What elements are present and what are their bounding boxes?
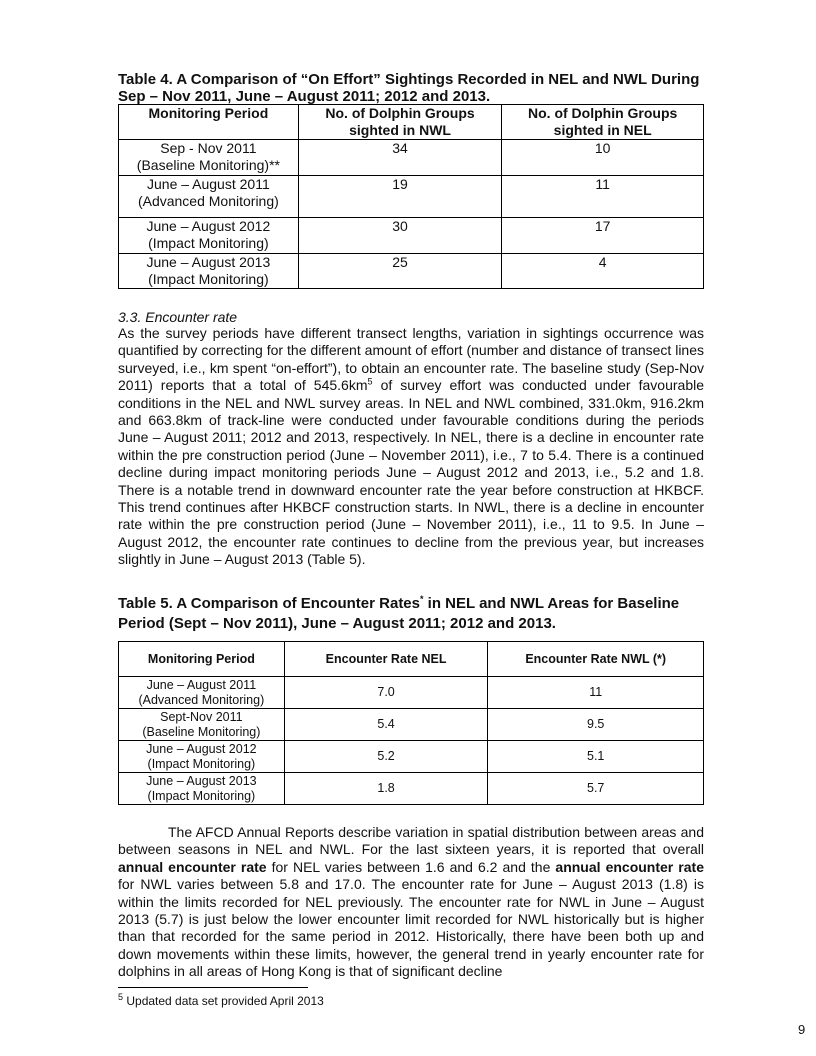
period-label: June – August 2012 (146, 218, 271, 234)
period-cell (119, 677, 285, 709)
paragraph-text: for NWL varies between 5.8 and 17.0. The encounter rate for June – August 2013 (1.8) is within the limits recorded for NEL previously. The encounter rate for NWL in June – August 2013 (5.7) is just below the lower encounter limit recorded for NWL historically but is higher than that recorded for the same period in 2012. Historically, there have been both up and down movements within these limits, however, the general trend in yearly encounter rate for dolphins in all areas of Hong Kong is that of significant decline (118, 876, 704, 980)
nel-rate-cell: 7.0 (284, 677, 488, 709)
footnote-number: 5 (118, 992, 124, 1002)
nwl-cell: 34 (298, 140, 502, 176)
nwl-rate-cell: 11 (488, 677, 704, 709)
table5 (118, 641, 704, 805)
period-type: (Impact Monitoring) (148, 235, 269, 251)
table-row (119, 709, 704, 741)
period-type: (Impact Monitoring) (147, 788, 256, 803)
body-paragraph (118, 325, 704, 569)
period-type: (Advanced Monitoring) (137, 193, 279, 209)
period-type: (Baseline Monitoring)** (136, 157, 280, 173)
footnote (118, 994, 324, 1008)
nel-rate-cell: 1.8 (284, 773, 488, 805)
nwl-cell: 25 (298, 254, 502, 289)
nel-cell: 11 (502, 176, 704, 218)
table-row (119, 218, 704, 254)
table-row (119, 773, 704, 805)
header-nel-groups: No. of Dolphin Groups sighted in NEL (502, 105, 704, 140)
footnote-ref: 5 (367, 376, 373, 387)
period-label: June – August 2013 (146, 254, 271, 270)
period-type: (Advanced Monitoring) (138, 692, 265, 707)
period-label: June – August 2011 (146, 677, 257, 692)
table-header-row (119, 642, 704, 677)
paragraph-text: for NEL varies between 1.6 and 6.2 and the (266, 858, 556, 875)
period-cell (119, 773, 285, 805)
period-cell (119, 254, 299, 289)
table5-caption (118, 594, 704, 634)
period-cell (119, 709, 285, 741)
period-cell (119, 218, 299, 254)
period-label: June – August 2013 (146, 773, 257, 788)
section-heading: 3.3. Encounter rate (118, 309, 238, 325)
period-label: Sep - Nov 2011 (160, 140, 257, 156)
period-cell (119, 741, 285, 773)
bold-term: annual encounter rate (555, 858, 704, 875)
period-cell (119, 176, 299, 218)
header-encounter-rate-nel: Encounter Rate NEL (284, 642, 488, 677)
nwl-rate-cell: 5.1 (488, 741, 704, 773)
table-row (119, 741, 704, 773)
table-row (119, 176, 704, 218)
paragraph-text: As the survey periods have different transect lengths, variation in sightings occurrence was quantified by correcting for the different amount of effort (number and distance of transect lines surveyed, i.e., km spent “on-effort”), to obtain an encounter rate. The baseline study (Sep-Nov 2011) reports that a total of 545.6km (118, 325, 704, 394)
nwl-rate-cell: 9.5 (488, 709, 704, 741)
period-type: (Baseline Monitoring) (142, 724, 261, 739)
nwl-cell: 30 (298, 218, 502, 254)
nel-rate-cell: 5.2 (284, 741, 488, 773)
nel-cell: 10 (502, 140, 704, 176)
footnote-text: Updated data set provided April 2013 (123, 994, 324, 1008)
bold-term: annual encounter rate (118, 858, 267, 875)
table-row (119, 140, 704, 176)
caption-text: in NEL and NWL Areas for Baseline Period (Sept – Nov 2011), June – August 2011; 2012 and 2013. (118, 595, 680, 632)
caption-text: Table 5. A Comparison of Encounter Rates (118, 595, 420, 612)
header-monitoring-period: Monitoring Period (119, 642, 285, 677)
header-monitoring-period: Monitoring Period (119, 105, 299, 140)
caption-asterisk: * (420, 594, 424, 604)
table-row (119, 254, 704, 289)
table4 (118, 104, 704, 289)
nel-cell: 4 (502, 254, 704, 289)
period-cell (119, 140, 299, 176)
footnote-separator (118, 987, 308, 988)
nwl-cell: 19 (298, 176, 502, 218)
nel-cell: 17 (502, 218, 704, 254)
nwl-rate-cell: 5.7 (488, 773, 704, 805)
header-nwl-groups: No. of Dolphin Groups sighted in NWL (298, 105, 502, 140)
nel-rate-cell: 5.4 (284, 709, 488, 741)
period-label: Sept-Nov 2011 (160, 709, 243, 724)
body-paragraph (118, 824, 704, 981)
period-type: (Impact Monitoring) (147, 756, 256, 771)
table-header-row (119, 105, 704, 140)
period-type: (Impact Monitoring) (148, 271, 269, 287)
table-row (119, 677, 704, 709)
paragraph-text: The AFCD Annual Reports describe variation in spatial distribution between areas and between seasons in NEL and NWL. For the last sixteen years, it is reported that overall (118, 824, 704, 858)
page-number: 9 (798, 1022, 806, 1037)
paragraph-text: of survey effort was conducted under favourable conditions in the NEL and NWL survey areas. In NEL and NWL combined, 331.0km, 916.2km and 663.8km of track-line were conducted under favourable conditions during the periods June – August 2011; 2012 and 2013, respectively. In NEL, there is a decline in encounter rate within the pre construction period (June – November 2011), i.e., 7 to 5.4. There is a continued decline during impact monitoring periods June – August 2012 and 2013, i.e., 5.2 and 1.8. There is a notable trend in downward encounter rate the year before construction at HKBCF. This trend continues after HKBCF construction starts. In NWL, there is a decline in encounter rate within the pre construction period (June – November 2011), i.e., 11 to 9.5. In June – August 2012, the encounter rate continues to decline from the previous year, but increases slightly in June – August 2013 (Table 5). (118, 377, 705, 568)
table4-caption: Table 4. A Comparison of “On Effort” Sightings Recorded in NEL and NWL During Sep – Nov 2011, June – August 2011; 2012 and 2013. (118, 71, 700, 105)
header-encounter-rate-nwl: Encounter Rate NWL (*) (488, 642, 704, 677)
period-label: June – August 2012 (146, 741, 257, 756)
period-label: June – August 2011 (147, 176, 270, 192)
